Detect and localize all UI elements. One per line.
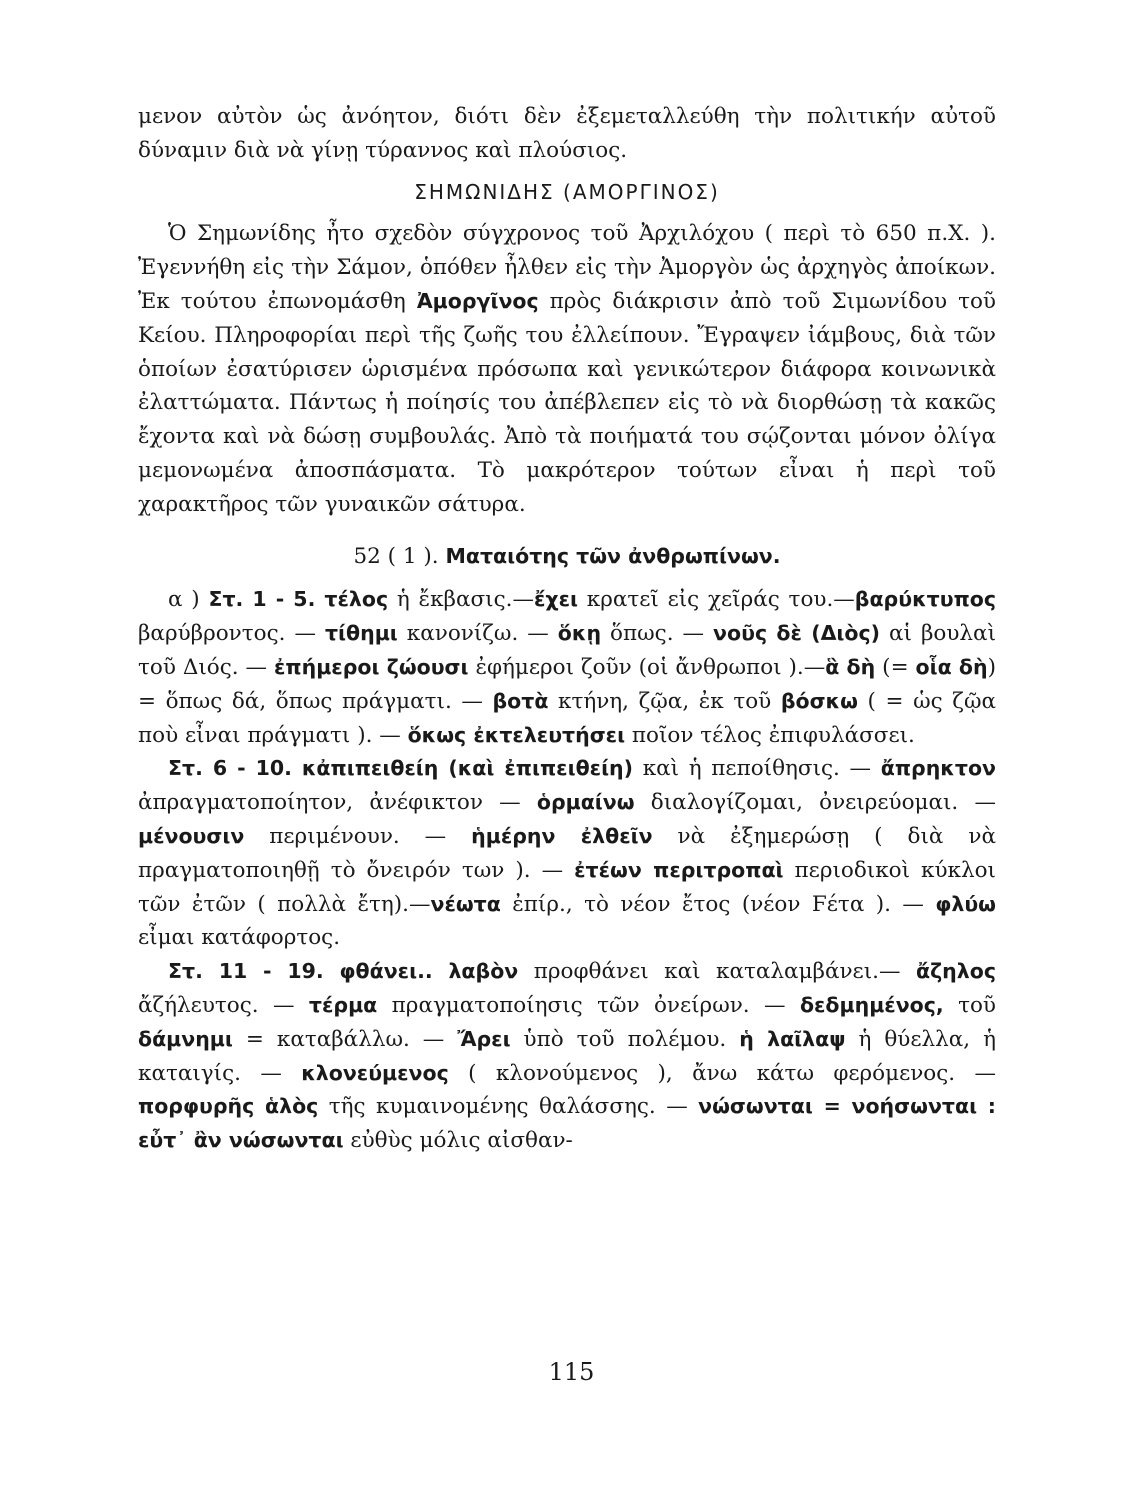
note-headword: Ἄρει <box>457 1026 511 1051</box>
notes-paragraph-1 <box>138 583 996 752</box>
note-headword: Στ. 6 - 10. κἀπιπειθείη (καὶ ἐπιπειθείη) <box>168 756 634 781</box>
note-headword: ὁρμαίνω <box>536 790 635 815</box>
note-gloss: βαρύβροντος. — <box>138 621 325 647</box>
note-headword: ὅκως ἐκτελευτήσει <box>407 722 626 747</box>
note-gloss: κανονίζω. — <box>397 621 558 647</box>
note-headword: ἃ δὴ <box>825 654 876 679</box>
note-headword: ἄπρηκτον <box>880 756 996 781</box>
note-headword: μένουσιν <box>138 823 245 848</box>
intro-paragraph: μενον αὐτὸν ὡς ἀνόητον, διότι δὲν ἐξεμεταλλεύθη τὴν πολιτικήν αὐτοῦ δύναμιν διὰ νὰ γίνῃ τύραννος καὶ πλούσιος. <box>138 104 996 163</box>
note-headword: Στ. 11 - 19. φθάνει.. λαβὸν <box>168 959 519 984</box>
note-gloss: κτήνη, ζῷα, ἐκ τοῦ <box>548 688 781 714</box>
note-headword: ἔχει <box>533 587 579 612</box>
note-headword: ἡμέρην ἐλθεῖν <box>471 823 653 848</box>
note-headword: νώσωνται = νοήσωνται : εὖτ᾿ ἂν νώσωνται <box>138 1094 997 1153</box>
note-gloss: = καταβάλλω. — <box>232 1026 458 1052</box>
note-gloss: καὶ ἡ πεποίθησις. — <box>633 756 881 782</box>
notes-paragraph-3 <box>138 955 996 1158</box>
note-gloss: ( κλονούμενος ), ἄνω κάτω φερόμενος. — <box>448 1060 996 1086</box>
note-headword: φλύω <box>935 891 996 916</box>
note-gloss: ἄζήλευτος. — <box>138 992 309 1018</box>
text-block <box>138 100 996 1158</box>
note-gloss: περιμένουν. — <box>244 823 472 849</box>
note-headword: κλονεύμενος <box>301 1060 449 1085</box>
note-headword: ἐτέων περιτροπαὶ <box>574 857 784 882</box>
notes-paragraph-2 <box>138 752 996 955</box>
note-gloss: ἡ ἔκβασις.— <box>388 587 534 613</box>
note-headword: τέρμα <box>308 992 378 1017</box>
note-gloss: ὑπὸ τοῦ πολέμου. <box>510 1026 740 1052</box>
note-headword: βοτὰ <box>492 688 549 713</box>
note-gloss: περιοδικοὶ κύκλοι τῶν ἐτῶν ( πολλὰ ἔτη).— <box>138 857 996 917</box>
note-headword: πορφυρῆς ἁλὸς <box>138 1094 319 1119</box>
note-gloss: προφθάνει καὶ καταλαμβάνει.— <box>518 959 916 985</box>
page-number: 115 <box>548 1358 595 1386</box>
note-headword: νοῦς δὲ (Διὸς) <box>713 621 881 646</box>
section-heading: ΣΗΜΩΝΙΔΗΣ (ΑΜΟΡΓΙΝΟΣ) <box>414 179 720 204</box>
note-gloss: ) = ὅπως δά, ὅπως πράγματι. — <box>138 654 996 714</box>
note-headword: δάμνημι <box>138 1026 233 1051</box>
note-headword: Στ. 1 - 5. τέλος <box>208 587 389 612</box>
note-gloss: αἱ βουλαὶ τοῦ Διός. — <box>138 621 997 680</box>
poem-title <box>138 540 996 574</box>
note-gloss: ποῖον τέλος ἐπιφυλάσσει. <box>625 722 915 748</box>
note-gloss: εἶμαι κατάφορτος. <box>138 925 341 951</box>
note-headword: τίθημι <box>324 621 398 646</box>
note-gloss: (= <box>875 654 916 680</box>
note-headword: ἐπήμεροι ζώουσι <box>274 654 469 679</box>
note-gloss: κρατεῖ εἰς χεῖράς του.— <box>578 587 855 613</box>
note-headword: νέωτα <box>430 891 501 916</box>
note-gloss: ( = ὡς ζῷα ποὺ εἶναι πράγματι ). — <box>138 688 996 748</box>
bio-bold-term: Ἀμοργῖνος <box>416 288 539 313</box>
note-gloss: ἀπραγματοποίητον, ἀνέφικτον — <box>138 790 537 816</box>
note-headword: ὅκῃ <box>557 621 602 646</box>
bio-paragraph <box>138 217 996 521</box>
bio-text-2: πρὸς διάκρισιν ἀπὸ τοῦ Σιμωνίδου τοῦ Κείου. Πληροφορίαι περὶ τῆς ζωῆς του ἐλλείπουν. Ἔγραψεν ἰάμβους, διὰ τῶν ὁποίων ἐσατύρισεν ὡρισμένα πρόσωπα καὶ γενικώτερον διάφορα κοινωνικὰ ἐλαττώματα. Πάντως ἡ ποίησίς του ἀπέβλεπεν εἰς τὸ νὰ διορθώσῃ τὰ κακῶς ἔχοντα καὶ νὰ δώσῃ συμβουλάς. Ἀπὸ τὰ ποιήματά του σῴζονται μόνον ὀλίγα μεμονωμένα ἀποσπάσματα. Τὸ μακρότερον τούτων εἶναι ἡ περὶ τοῦ χαρακτῆρος τῶν γυναικῶν σάτυρα. <box>138 288 997 517</box>
note-headword: βόσκω <box>780 688 858 713</box>
note-headword: ἄζηλος <box>915 959 996 984</box>
note-gloss: εὐθὺς μόλις αἰσθαν- <box>343 1128 573 1154</box>
note-gloss: νὰ ἐξημερώσῃ ( διὰ νὰ πραγματοποιηθῇ τὸ ὄνειρόν των ). — <box>138 823 996 883</box>
note-gloss: πραγματοποίησις τῶν ὀνείρων. — <box>377 992 800 1018</box>
note-gloss: ὅπως. — <box>601 621 714 647</box>
note-headword: ἡ λαῖλαψ <box>739 1026 846 1051</box>
note-gloss: ἐφήμεροι ζοῦν (οἱ ἄνθρωποι ).— <box>468 654 826 680</box>
note-headword: οἷα δὴ <box>915 654 988 679</box>
note-gloss: ἐπίρ., τὸ νέον ἔτος (νέον Ϝέτα ). — <box>500 891 936 917</box>
bio-text-1: Ὁ Σημωνίδης ἦτο σχεδὸν σύγχρονος τοῦ Ἀρχιλόχου ( περὶ τὸ 650 π.Χ. ). Ἐγεννήθη εἰς τὴν Σάμον, ὁπόθεν ἦλθεν εἰς τὴν Ἀμοργὸν ὡς ἀρχηγὸς ἀποίκων. Ἐκ τούτου ἐπωνομάσθη <box>138 221 996 314</box>
note-gloss: ἡ θύελλα, ἡ καταιγίς. — <box>138 1026 996 1086</box>
note-gloss: α ) <box>168 587 209 613</box>
note-gloss: τῆς κυμαινομένης θαλάσσης. — <box>318 1094 699 1120</box>
note-headword: δεδμημένος, <box>799 992 944 1017</box>
poem-number: 52 ( 1 ). <box>353 543 439 569</box>
note-gloss: διαλογίζομαι, ὀνειρεύομαι. — <box>634 790 996 816</box>
poem-title-text: Ματαιότης τῶν ἀνθρωπίνων. <box>445 543 781 568</box>
note-headword: βαρύκτυπος <box>854 587 997 612</box>
note-gloss: τοῦ <box>943 992 996 1018</box>
